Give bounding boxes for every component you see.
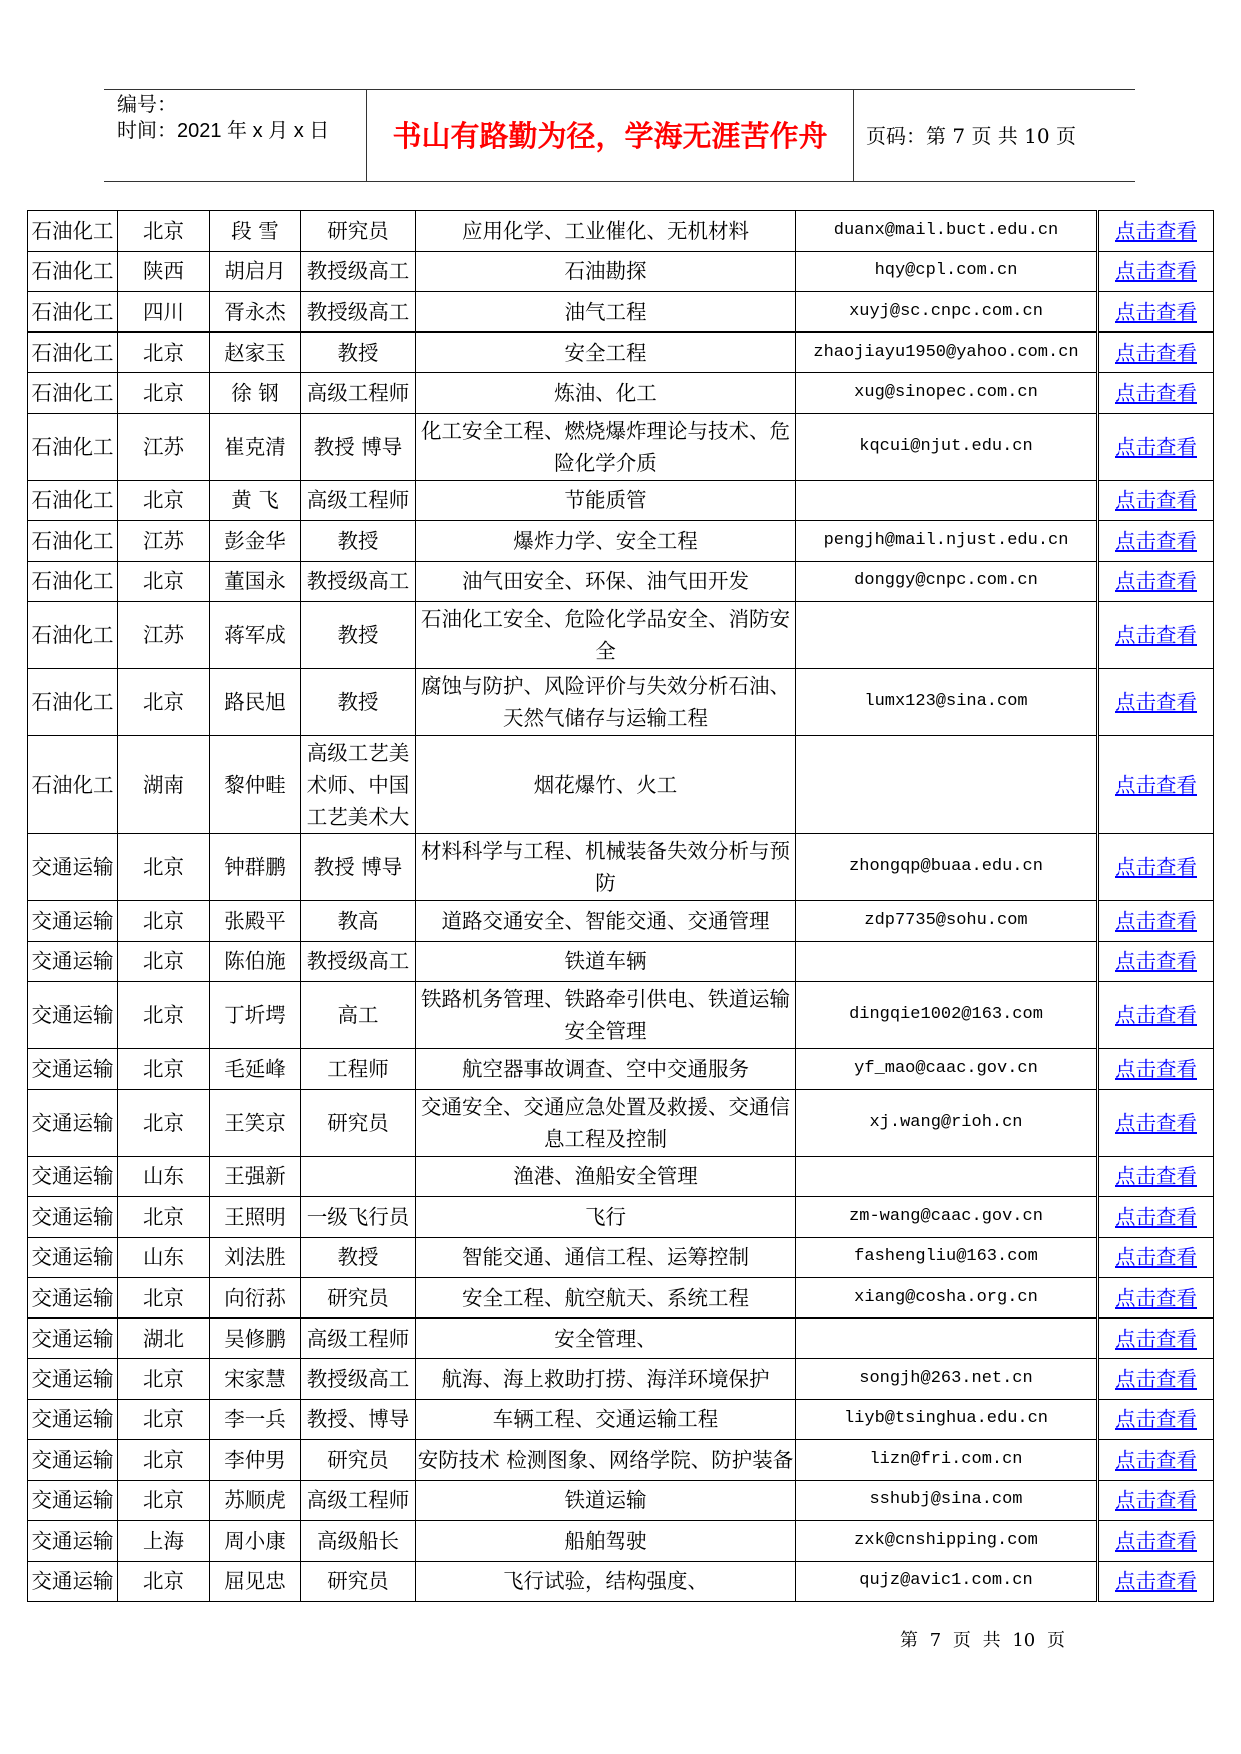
expert-row xyxy=(28,941,1214,982)
expert-row xyxy=(28,1278,1214,1319)
link-cell xyxy=(1098,941,1214,982)
email-cell: liyb@tsinghua.edu.cn xyxy=(796,1399,1098,1440)
category-cell: 石油化工 xyxy=(28,480,118,521)
name-cell: 钟群鹏 xyxy=(210,834,301,901)
expert-row xyxy=(28,561,1214,602)
expert-row xyxy=(28,1197,1214,1238)
title-cell: 教授级高工 xyxy=(301,561,416,602)
link-cell xyxy=(1098,480,1214,521)
field-cell: 智能交通、通信工程、运筹控制 xyxy=(416,1237,796,1278)
email-cell: sshubj@sina.com xyxy=(796,1480,1098,1521)
title-cell: 教授级高工 xyxy=(301,251,416,292)
region-cell: 北京 xyxy=(118,480,210,521)
expert-row xyxy=(28,413,1214,480)
expert-row xyxy=(28,1440,1214,1481)
link-cell xyxy=(1098,292,1214,333)
link-cell xyxy=(1098,1440,1214,1481)
field-cell: 安防技术 检测图象、网络学院、防护装备 xyxy=(416,1440,796,1481)
title-cell: 高级工程师 xyxy=(301,480,416,521)
region-cell: 陕西 xyxy=(118,251,210,292)
field-cell: 航空器事故调查、空中交通服务 xyxy=(416,1049,796,1090)
field-cell: 飞行试验，结构强度、 xyxy=(416,1561,796,1602)
title-cell: 教授、博导 xyxy=(301,1399,416,1440)
view-details-link[interactable]: 点击查看 xyxy=(1115,623,1197,647)
link-cell xyxy=(1098,1561,1214,1602)
expert-row xyxy=(28,373,1214,414)
category-cell: 石油化工 xyxy=(28,332,118,373)
expert-row xyxy=(28,1237,1214,1278)
name-cell: 王照明 xyxy=(210,1197,301,1238)
view-details-link[interactable]: 点击查看 xyxy=(1115,855,1197,879)
title-cell: 教授 博导 xyxy=(301,834,416,901)
title-cell: 高级工程师 xyxy=(301,373,416,414)
link-cell xyxy=(1098,669,1214,736)
link-cell xyxy=(1098,1399,1214,1440)
email-cell: zhongqp@buaa.edu.cn xyxy=(796,834,1098,901)
region-cell: 山东 xyxy=(118,1237,210,1278)
name-cell: 向衍荪 xyxy=(210,1278,301,1319)
title-cell: 研究员 xyxy=(301,1089,416,1156)
view-details-link[interactable]: 点击查看 xyxy=(1115,949,1197,974)
field-cell: 航海、海上救助打捞、海洋环境保护 xyxy=(416,1359,796,1400)
expert-row xyxy=(28,292,1214,333)
expert-row xyxy=(28,736,1214,834)
category-cell: 石油化工 xyxy=(28,602,118,669)
link-cell xyxy=(1098,602,1214,669)
email-cell: hqy@cpl.com.cn xyxy=(796,251,1098,292)
region-cell: 北京 xyxy=(118,1359,210,1400)
region-cell: 北京 xyxy=(118,982,210,1049)
link-cell xyxy=(1098,1197,1214,1238)
email-cell: lizn@fri.com.cn xyxy=(796,1440,1098,1481)
category-cell: 石油化工 xyxy=(28,373,118,414)
field-cell: 节能质管 xyxy=(416,480,796,521)
email-cell: zhaojiayu1950@yahoo.com.cn xyxy=(796,332,1098,373)
link-cell xyxy=(1098,736,1214,834)
expert-row xyxy=(28,982,1214,1049)
title-cell: 教授 xyxy=(301,669,416,736)
field-cell: 石油勘探 xyxy=(416,251,796,292)
name-cell: 宋家慧 xyxy=(210,1359,301,1400)
title-cell: 教高 xyxy=(301,901,416,942)
name-cell: 丁圻堮 xyxy=(210,982,301,1049)
field-cell: 飞行 xyxy=(416,1197,796,1238)
view-details-link[interactable]: 点击查看 xyxy=(1115,340,1197,365)
view-details-link[interactable]: 点击查看 xyxy=(1115,569,1197,594)
expert-row xyxy=(28,480,1214,521)
email-cell: duanx@mail.buct.edu.cn xyxy=(796,211,1098,252)
title-cell: 高级工程师 xyxy=(301,1318,416,1359)
region-cell: 四川 xyxy=(118,292,210,333)
email-cell: zxk@cnshipping.com xyxy=(796,1521,1098,1562)
name-cell: 黎仲畦 xyxy=(210,736,301,834)
expert-row xyxy=(28,1561,1214,1602)
category-cell: 交通运输 xyxy=(28,1440,118,1481)
email-cell: zm-wang@caac.gov.cn xyxy=(796,1197,1098,1238)
expert-row xyxy=(28,834,1214,901)
title-cell: 研究员 xyxy=(301,211,416,252)
category-cell: 交通运输 xyxy=(28,1197,118,1238)
link-cell xyxy=(1098,1089,1214,1156)
title-cell: 教授 xyxy=(301,521,416,562)
view-details-link[interactable]: 点击查看 xyxy=(1115,1447,1197,1472)
region-cell: 北京 xyxy=(118,373,210,414)
category-cell: 交通运输 xyxy=(28,834,118,901)
email-cell: xuyj@sc.cnpc.com.cn xyxy=(796,292,1098,333)
region-cell: 湖南 xyxy=(118,736,210,834)
link-cell xyxy=(1098,982,1214,1049)
link-cell xyxy=(1098,834,1214,901)
name-cell: 陈伯施 xyxy=(210,941,301,982)
name-cell: 张殿平 xyxy=(210,901,301,942)
expert-row xyxy=(28,1521,1214,1562)
expert-row xyxy=(28,211,1214,252)
name-cell: 蒋军成 xyxy=(210,602,301,669)
name-cell: 段 雪 xyxy=(210,211,301,252)
view-details-link[interactable]: 点击查看 xyxy=(1115,690,1197,714)
name-cell: 李仲男 xyxy=(210,1440,301,1481)
page-indicator: 页码：第 7 页 共 10 页 xyxy=(866,124,1076,148)
link-cell xyxy=(1098,1278,1214,1319)
view-details-link[interactable]: 点击查看 xyxy=(1115,488,1197,513)
email-cell: fashengliu@163.com xyxy=(796,1237,1098,1278)
email-cell xyxy=(796,736,1098,834)
view-details-link[interactable]: 点击查看 xyxy=(1115,434,1197,459)
title-cell xyxy=(301,1156,416,1197)
link-cell xyxy=(1098,373,1214,414)
title-cell: 高级船长 xyxy=(301,1521,416,1562)
email-cell: qujz@avic1.com.cn xyxy=(796,1561,1098,1602)
title-cell: 研究员 xyxy=(301,1278,416,1319)
expert-row xyxy=(28,669,1214,736)
category-cell: 交通运输 xyxy=(28,1480,118,1521)
field-cell: 安全工程、航空航天、系统工程 xyxy=(416,1278,796,1319)
view-details-link[interactable]: 点击查看 xyxy=(1115,1204,1197,1229)
title-cell: 教授 xyxy=(301,602,416,669)
category-cell: 石油化工 xyxy=(28,251,118,292)
field-cell: 铁路机务管理、铁路牵引供电、铁道运输安全管理 xyxy=(416,982,796,1049)
expert-row xyxy=(28,1049,1214,1090)
region-cell: 北京 xyxy=(118,1399,210,1440)
region-cell: 山东 xyxy=(118,1156,210,1197)
title-cell: 高工 xyxy=(301,982,416,1049)
field-cell: 渔港、渔船安全管理 xyxy=(416,1156,796,1197)
expert-row xyxy=(28,901,1214,942)
view-details-link[interactable]: 点击查看 xyxy=(1115,380,1197,405)
name-cell: 王强新 xyxy=(210,1156,301,1197)
category-cell: 石油化工 xyxy=(28,292,118,333)
title-cell: 研究员 xyxy=(301,1440,416,1481)
category-cell: 石油化工 xyxy=(28,669,118,736)
field-cell: 材料科学与工程、机械装备失效分析与预防 xyxy=(416,834,796,901)
expert-row xyxy=(28,1359,1214,1400)
name-cell: 刘法胜 xyxy=(210,1237,301,1278)
link-cell xyxy=(1098,413,1214,480)
email-cell: xj.wang@rioh.cn xyxy=(796,1089,1098,1156)
expert-row xyxy=(28,1318,1214,1359)
view-details-link[interactable]: 点击查看 xyxy=(1115,1110,1197,1135)
category-cell: 石油化工 xyxy=(28,561,118,602)
link-cell xyxy=(1098,1237,1214,1278)
name-cell: 王笑京 xyxy=(210,1089,301,1156)
email-cell: dingqie1002@163.com xyxy=(796,982,1098,1049)
category-cell: 交通运输 xyxy=(28,1359,118,1400)
expert-row xyxy=(28,1089,1214,1156)
email-cell xyxy=(796,602,1098,669)
category-cell: 交通运输 xyxy=(28,1156,118,1197)
expert-table xyxy=(27,210,1214,1602)
email-cell: xiang@cosha.org.cn xyxy=(796,1278,1098,1319)
region-cell: 江苏 xyxy=(118,602,210,669)
email-cell: donggy@cnpc.com.cn xyxy=(796,561,1098,602)
region-cell: 江苏 xyxy=(118,521,210,562)
field-cell: 腐蚀与防护、风险评价与失效分析石油、天然气储存与运输工程 xyxy=(416,669,796,736)
name-cell: 董国永 xyxy=(210,561,301,602)
field-cell: 化工安全工程、燃烧爆炸理论与技术、危险化学介质 xyxy=(416,413,796,480)
name-cell: 苏顺虎 xyxy=(210,1480,301,1521)
email-cell xyxy=(796,1318,1098,1359)
region-cell: 北京 xyxy=(118,941,210,982)
expert-row xyxy=(28,602,1214,669)
motto-title: 书山有路勤为径，学海无涯苦作舟 xyxy=(392,119,828,153)
field-cell: 铁道运输 xyxy=(416,1480,796,1521)
link-cell xyxy=(1098,332,1214,373)
view-details-link[interactable]: 点击查看 xyxy=(1115,1003,1197,1027)
field-cell: 石油化工安全、危险化学品安全、消防安全 xyxy=(416,602,796,669)
email-cell: pengjh@mail.njust.edu.cn xyxy=(796,521,1098,562)
category-cell: 石油化工 xyxy=(28,736,118,834)
category-cell: 交通运输 xyxy=(28,982,118,1049)
view-details-link[interactable]: 点击查看 xyxy=(1115,218,1197,243)
view-details-link[interactable]: 点击查看 xyxy=(1115,908,1197,933)
title-cell: 教授 xyxy=(301,1237,416,1278)
header-bottom-rule xyxy=(104,181,1135,182)
title-cell: 高级工程师 xyxy=(301,1480,416,1521)
title-cell: 教授级高工 xyxy=(301,941,416,982)
header-top-rule xyxy=(104,89,1135,90)
region-cell: 北京 xyxy=(118,1561,210,1602)
field-cell: 油气田安全、环保、油气田开发 xyxy=(416,561,796,602)
region-cell: 北京 xyxy=(118,332,210,373)
name-cell: 胡启月 xyxy=(210,251,301,292)
field-cell: 应用化学、工业催化、无机材料 xyxy=(416,211,796,252)
expert-row xyxy=(28,1399,1214,1440)
region-cell: 北京 xyxy=(118,211,210,252)
view-details-link[interactable]: 点击查看 xyxy=(1115,528,1197,553)
region-cell: 北京 xyxy=(118,1480,210,1521)
category-cell: 石油化工 xyxy=(28,521,118,562)
email-cell: kqcui@njut.edu.cn xyxy=(796,413,1098,480)
view-details-link[interactable]: 点击查看 xyxy=(1115,259,1197,284)
name-cell: 胥永杰 xyxy=(210,292,301,333)
link-cell xyxy=(1098,1521,1214,1562)
field-cell: 铁道车辆 xyxy=(416,941,796,982)
view-details-link[interactable]: 点击查看 xyxy=(1115,1366,1197,1391)
name-cell: 毛延峰 xyxy=(210,1049,301,1090)
category-cell: 交通运输 xyxy=(28,901,118,942)
category-cell: 交通运输 xyxy=(28,1521,118,1562)
field-cell: 炼油、化工 xyxy=(416,373,796,414)
title-cell: 教授 博导 xyxy=(301,413,416,480)
category-cell: 交通运输 xyxy=(28,1278,118,1319)
expert-row xyxy=(28,521,1214,562)
email-cell: yf_mao@caac.gov.cn xyxy=(796,1049,1098,1090)
field-cell: 安全管理、 xyxy=(416,1318,796,1359)
title-cell: 研究员 xyxy=(301,1561,416,1602)
expert-row xyxy=(28,1156,1214,1197)
name-cell: 徐 钢 xyxy=(210,373,301,414)
header-divider xyxy=(853,89,854,182)
region-cell: 北京 xyxy=(118,834,210,901)
title-cell: 教授 xyxy=(301,332,416,373)
category-cell: 交通运输 xyxy=(28,1237,118,1278)
category-cell: 交通运输 xyxy=(28,1561,118,1602)
name-cell: 崔克清 xyxy=(210,413,301,480)
name-cell: 吴修鹏 xyxy=(210,1318,301,1359)
title-cell: 教授级高工 xyxy=(301,292,416,333)
field-cell: 烟花爆竹、火工 xyxy=(416,736,796,834)
region-cell: 上海 xyxy=(118,1521,210,1562)
field-cell: 道路交通安全、智能交通、交通管理 xyxy=(416,901,796,942)
email-cell: lumx123@sina.com xyxy=(796,669,1098,736)
title-cell: 教授级高工 xyxy=(301,1359,416,1400)
document-number-label: 编号： xyxy=(117,94,177,116)
category-cell: 交通运输 xyxy=(28,941,118,982)
category-cell: 交通运输 xyxy=(28,1318,118,1359)
link-cell xyxy=(1098,1156,1214,1197)
view-details-link[interactable]: 点击查看 xyxy=(1115,1326,1197,1351)
region-cell: 北京 xyxy=(118,1197,210,1238)
name-cell: 黄 飞 xyxy=(210,480,301,521)
link-cell xyxy=(1098,901,1214,942)
field-cell: 车辆工程、交通运输工程 xyxy=(416,1399,796,1440)
page-footer: 第 7 页 共 10 页 xyxy=(900,1630,1065,1651)
category-cell: 石油化工 xyxy=(28,413,118,480)
view-details-link[interactable]: 点击查看 xyxy=(1115,1164,1197,1189)
email-cell xyxy=(796,941,1098,982)
region-cell: 北京 xyxy=(118,1278,210,1319)
name-cell: 赵家玉 xyxy=(210,332,301,373)
link-cell xyxy=(1098,1049,1214,1090)
region-cell: 江苏 xyxy=(118,413,210,480)
view-details-link[interactable]: 点击查看 xyxy=(1115,772,1197,797)
document-date: 时间：2021 年 x 月 x 日 xyxy=(117,120,330,142)
email-cell: songjh@263.net.cn xyxy=(796,1359,1098,1400)
field-cell: 交通安全、交通应急处置及救援、交通信息工程及控制 xyxy=(416,1089,796,1156)
title-cell: 高级工艺美术师、中国工艺美术大 xyxy=(301,736,416,834)
view-details-link[interactable]: 点击查看 xyxy=(1115,1488,1197,1513)
view-details-link[interactable]: 点击查看 xyxy=(1115,299,1197,324)
view-details-link[interactable]: 点击查看 xyxy=(1115,1245,1197,1270)
link-cell xyxy=(1098,1318,1214,1359)
region-cell: 北京 xyxy=(118,1049,210,1090)
field-cell: 油气工程 xyxy=(416,292,796,333)
link-cell xyxy=(1098,1359,1214,1400)
view-details-link[interactable]: 点击查看 xyxy=(1115,1285,1197,1310)
title-cell: 一级飞行员 xyxy=(301,1197,416,1238)
region-cell: 北京 xyxy=(118,669,210,736)
link-cell xyxy=(1098,251,1214,292)
expert-row xyxy=(28,1480,1214,1521)
region-cell: 湖北 xyxy=(118,1318,210,1359)
category-cell: 石油化工 xyxy=(28,211,118,252)
name-cell: 彭金华 xyxy=(210,521,301,562)
link-cell xyxy=(1098,211,1214,252)
field-cell: 船舶驾驶 xyxy=(416,1521,796,1562)
field-cell: 安全工程 xyxy=(416,332,796,373)
name-cell: 李一兵 xyxy=(210,1399,301,1440)
view-details-link[interactable]: 点击查看 xyxy=(1115,1407,1197,1432)
email-cell xyxy=(796,1156,1098,1197)
region-cell: 北京 xyxy=(118,1089,210,1156)
category-cell: 交通运输 xyxy=(28,1049,118,1090)
expert-row xyxy=(28,332,1214,373)
name-cell: 屈见忠 xyxy=(210,1561,301,1602)
region-cell: 北京 xyxy=(118,901,210,942)
name-cell: 路民旭 xyxy=(210,669,301,736)
category-cell: 交通运输 xyxy=(28,1089,118,1156)
view-details-link[interactable]: 点击查看 xyxy=(1115,1569,1197,1594)
email-cell: zdp7735@sohu.com xyxy=(796,901,1098,942)
title-cell: 工程师 xyxy=(301,1049,416,1090)
expert-row xyxy=(28,251,1214,292)
view-details-link[interactable]: 点击查看 xyxy=(1115,1528,1197,1553)
link-cell xyxy=(1098,561,1214,602)
name-cell: 周小康 xyxy=(210,1521,301,1562)
email-cell xyxy=(796,480,1098,521)
view-details-link[interactable]: 点击查看 xyxy=(1115,1056,1197,1081)
category-cell: 交通运输 xyxy=(28,1399,118,1440)
link-cell xyxy=(1098,1480,1214,1521)
link-cell xyxy=(1098,521,1214,562)
email-cell: xug@sinopec.com.cn xyxy=(796,373,1098,414)
field-cell: 爆炸力学、安全工程 xyxy=(416,521,796,562)
region-cell: 北京 xyxy=(118,1440,210,1481)
region-cell: 北京 xyxy=(118,561,210,602)
